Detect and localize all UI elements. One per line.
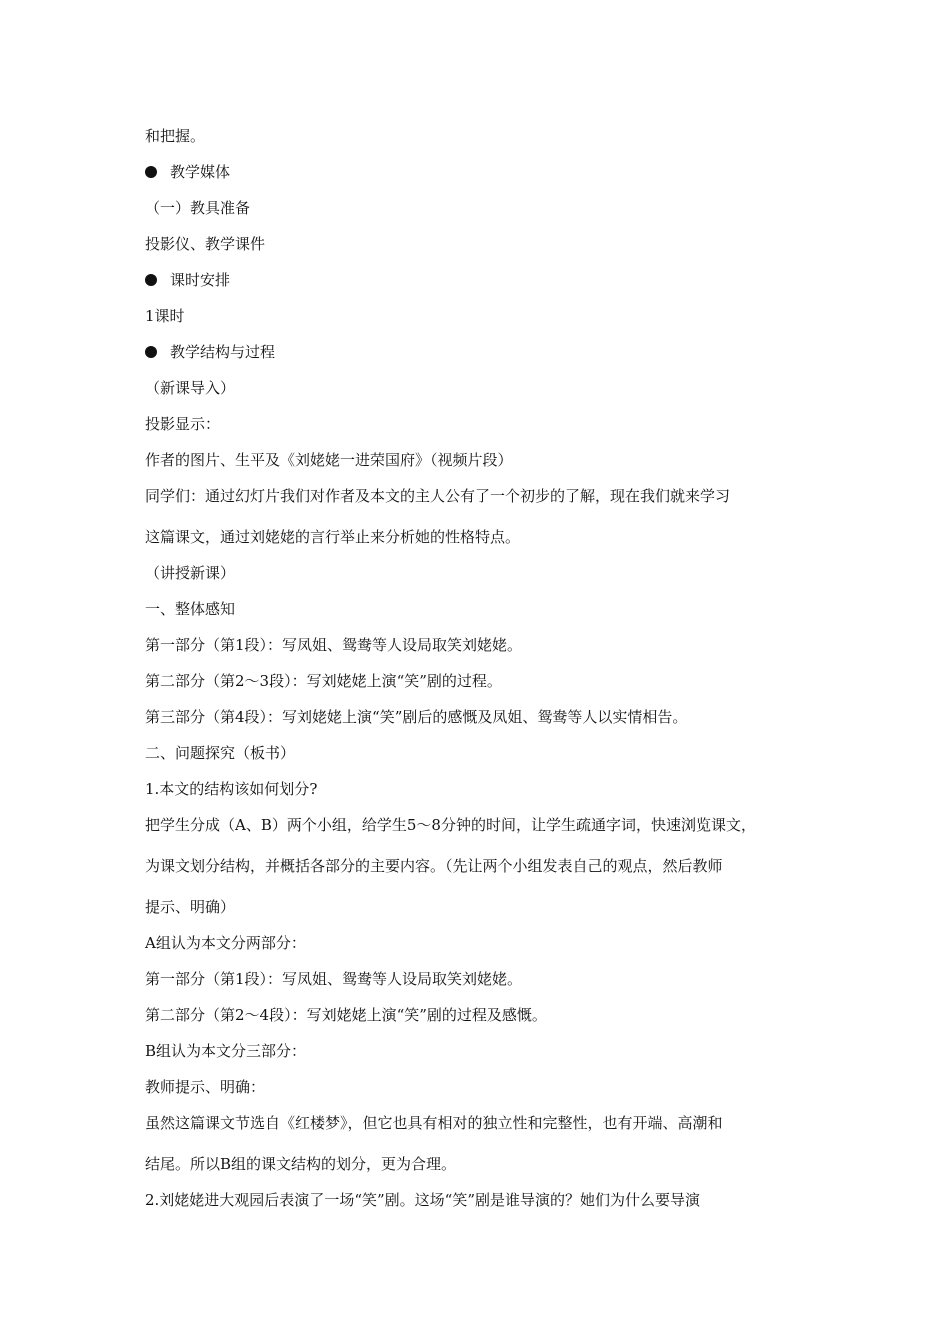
bullet-icon <box>145 274 157 286</box>
text-line: （一）教具准备 <box>145 199 251 217</box>
text-line: A组认为本文分两部分： <box>145 934 306 952</box>
text-line: B组认为本文分三部分： <box>145 1042 307 1060</box>
section-heading <box>145 270 230 290</box>
section-heading-label: 课时安排 <box>170 271 231 289</box>
bullet-icon <box>145 346 157 358</box>
text-line: 一、整体感知 <box>145 600 236 618</box>
text-line: 第三部分（第4段）：写刘姥姥上演“笑”剧后的感慨及凤姐、鸳鸯等人以实情相告。 <box>145 708 688 726</box>
text-line: 结尾。所以B组的课文结构的划分，更为合理。 <box>145 1155 457 1173</box>
section-heading <box>145 162 230 182</box>
section-heading <box>145 342 275 362</box>
text-line: 第一部分（第1段）：写凤姐、鸳鸯等人设局取笑刘姥姥。 <box>145 636 523 654</box>
text-line: 二、问题探究（板书） <box>145 744 296 762</box>
text-line: 作者的图片、生平及《刘姥姥一进荣国府》（视频片段） <box>145 451 513 469</box>
section-heading-label: 教学结构与过程 <box>170 343 276 361</box>
text-line: 和把握。 <box>145 127 206 145</box>
text-line: 1课时 <box>145 307 185 325</box>
text-line: （讲授新课） <box>145 564 236 582</box>
text-line: 投影仪、教学课件 <box>145 235 266 253</box>
text-line: 第一部分（第1段）：写凤姐、鸳鸯等人设局取笑刘姥姥。 <box>145 970 523 988</box>
text-line: 1.本文的结构该如何划分? <box>145 780 318 798</box>
text-line: 同学们：通过幻灯片我们对作者及本文的主人公有了一个初步的了解，现在我们就来学习 <box>145 487 731 505</box>
text-line: 2.刘姥姥进大观园后表演了一场“笑”剧。这场“笑”剧是谁导演的？她们为什么要导演 <box>145 1191 700 1209</box>
text-line: 第二部分（第2～4段）：写刘姥姥上演“笑”剧的过程及感慨。 <box>145 1006 547 1024</box>
text-line: 为课文划分结构，并概括各部分的主要内容。（先让两个小组发表自己的观点，然后教师 <box>145 857 723 875</box>
text-line: 提示、明确） <box>145 898 236 916</box>
text-line: 虽然这篇课文节选自《红楼梦》，但它也具有相对的独立性和完整性，也有开端、高潮和 <box>145 1114 723 1132</box>
text-line: （新课导入） <box>145 379 236 397</box>
text-line: 这篇课文，通过刘姥姥的言行举止来分析她的性格特点。 <box>145 528 521 546</box>
text-line: 第二部分（第2～3段）：写刘姥姥上演“笑”剧的过程。 <box>145 672 502 690</box>
bullet-icon <box>145 166 157 178</box>
section-heading-label: 教学媒体 <box>170 163 231 181</box>
text-line: 教师提示、明确： <box>145 1078 266 1096</box>
text-line: 投影显示： <box>145 415 221 433</box>
text-line: 把学生分成（A、B）两个小组，给学生5～8分钟的时间，让学生疏通字词，快速浏览课文， <box>145 816 756 834</box>
